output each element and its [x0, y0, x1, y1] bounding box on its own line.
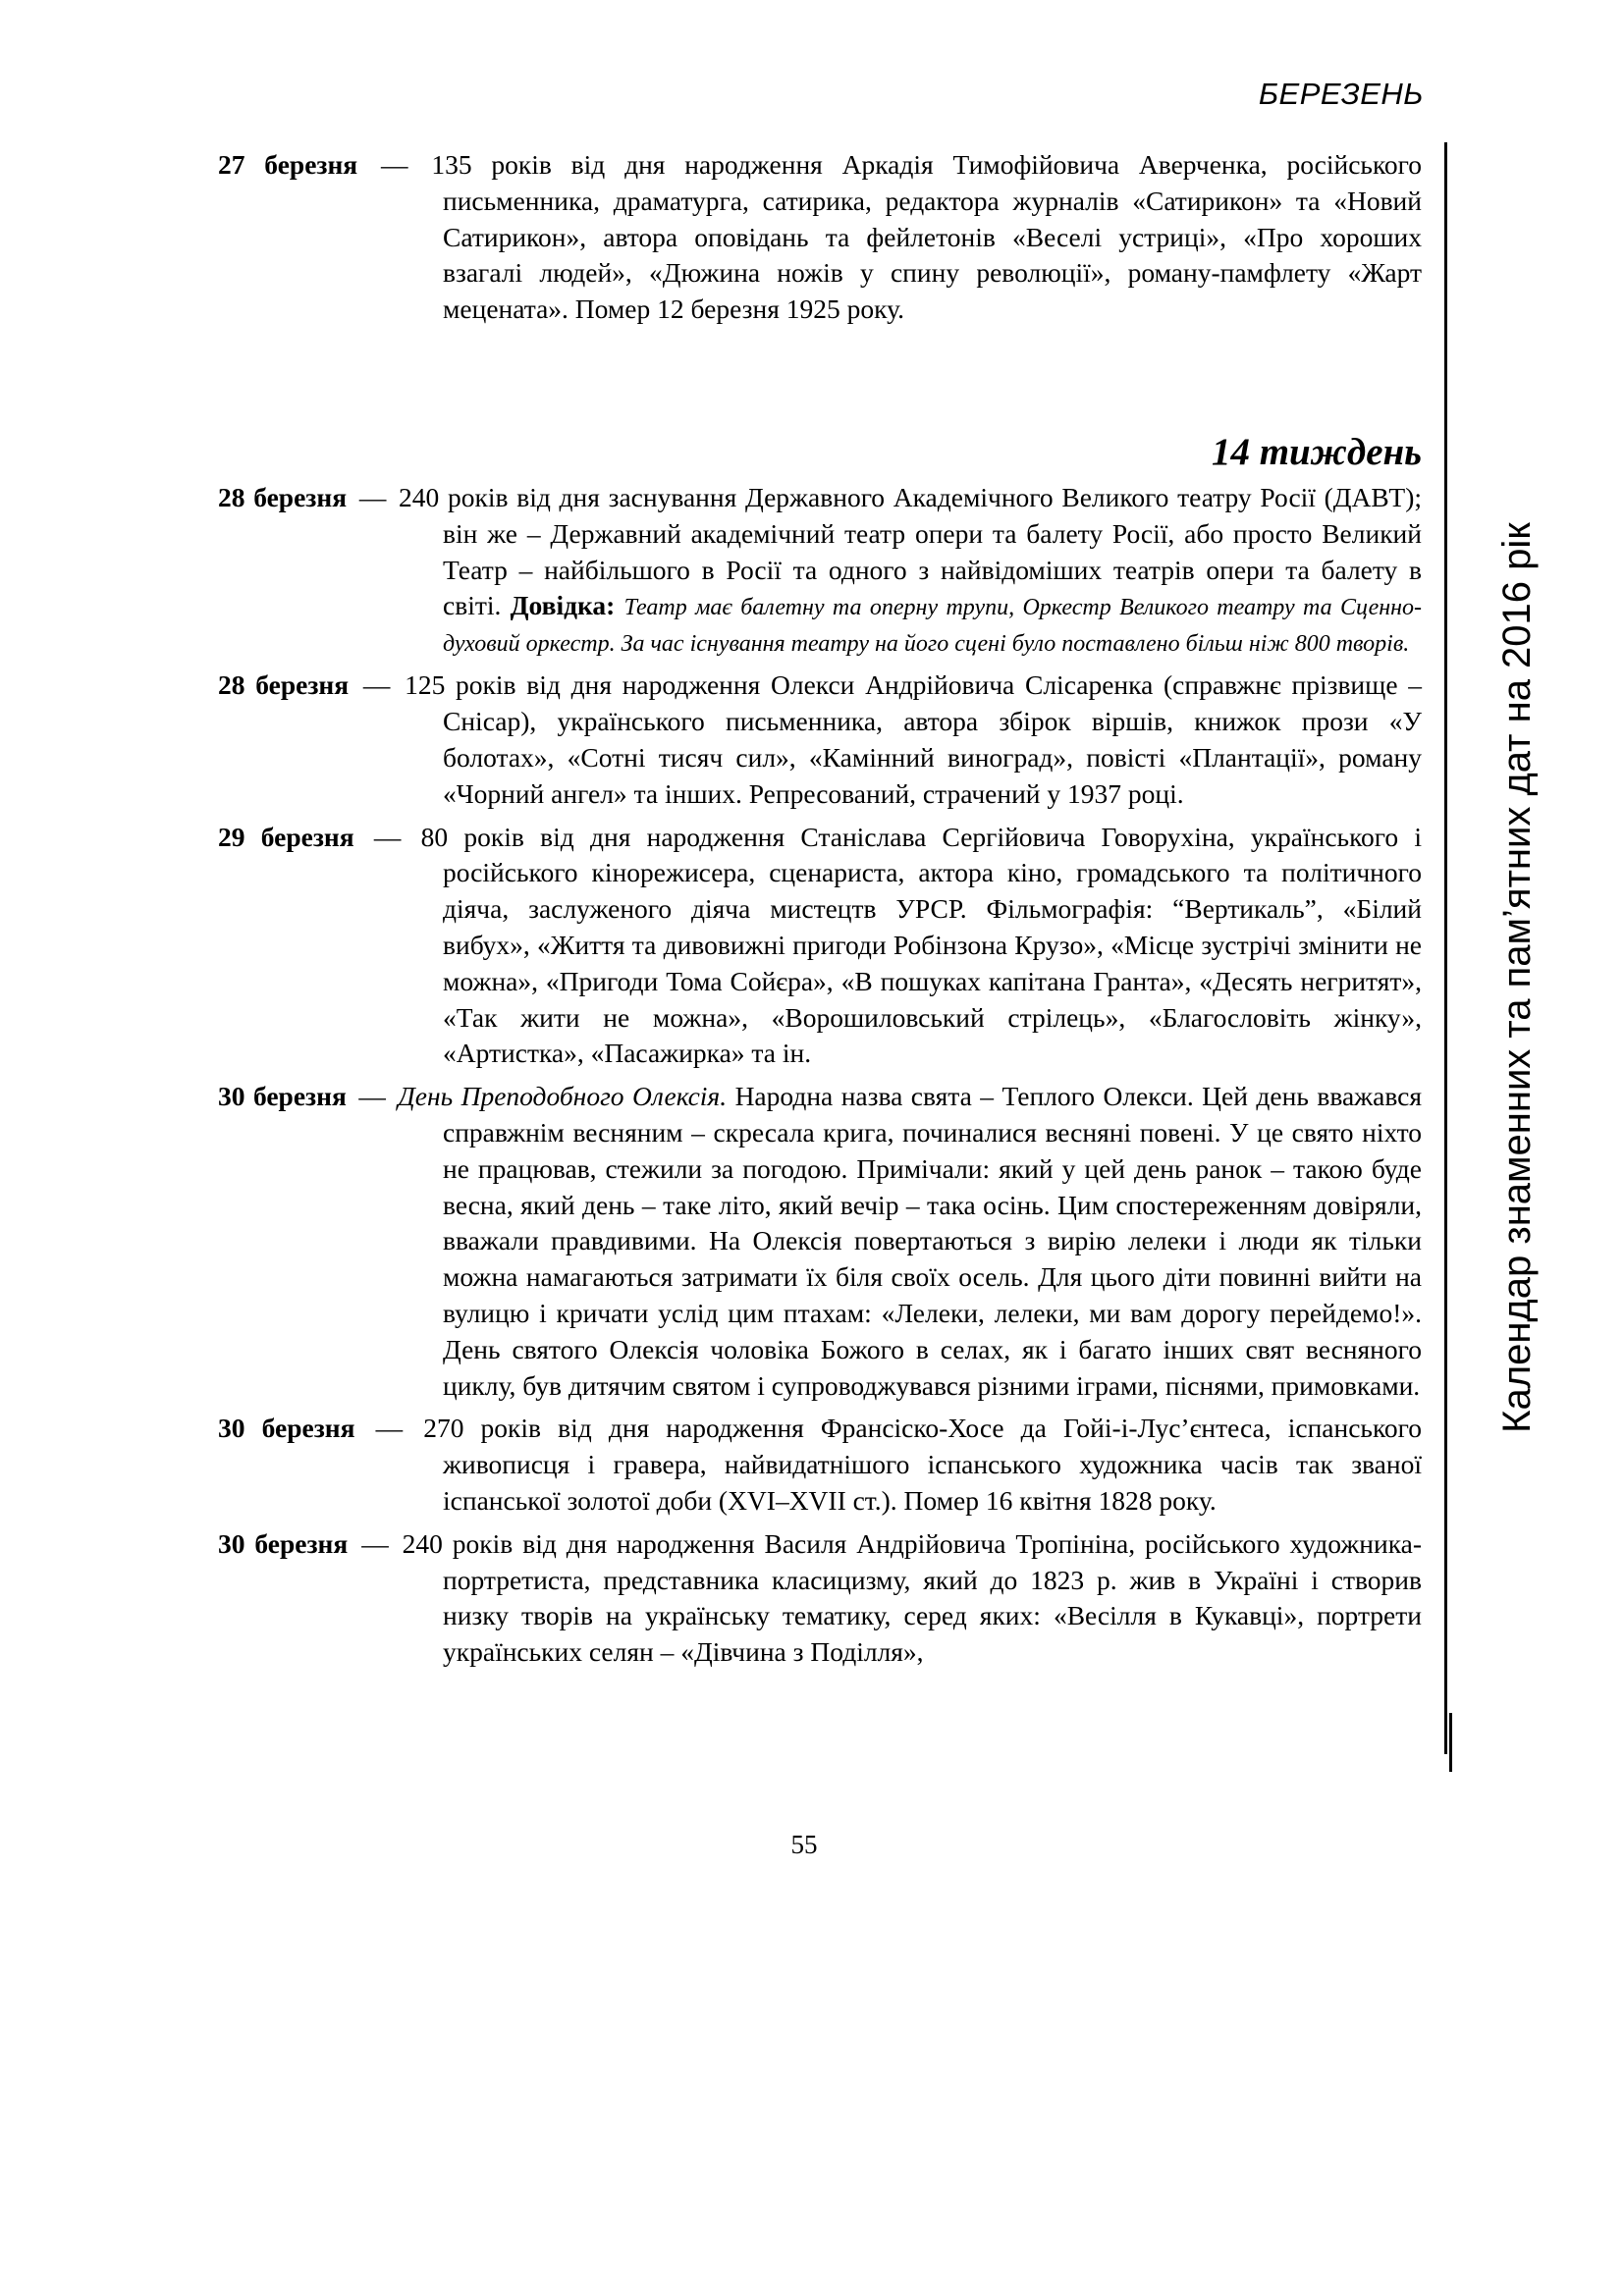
calendar-entry [218, 1411, 1422, 1519]
entry-date: 30 березня [218, 1527, 349, 1559]
entry-date: 27 березня [218, 149, 358, 180]
entry-dash: — [358, 481, 387, 512]
entry-dash: — [358, 1081, 386, 1112]
note-label: Довідка: [510, 590, 616, 621]
entry-dash: — [381, 149, 408, 180]
week-title: 14 тиждень [1211, 430, 1422, 473]
entry-dash: — [362, 669, 391, 701]
holiday-name: День Преподобного Олексія. [398, 1081, 728, 1112]
calendar-entry [218, 480, 1422, 661]
calendar-entry [218, 1079, 1422, 1404]
page-number: 55 [790, 1830, 818, 1859]
entry-text: Народна назва свята – Теплого Олекси. Цей день вважався справжнім весняним – скресала крига, починалися весняні повені. У це свято ніхто не працював, стежили за погодою. Примічали: який у цей день ранок – такою буде весна, який день – таке літо, який вечір – така осінь. Цим спостереженням довіряли, вважали правдивими. На Олексія повертаються з вирію лелеки і люди як тільки можна намагаються затримати їх біля своїх осель. Для цього діти повинні вийти на вулицю і кричати услід цим птахам: «Лелеки, лелеки, ми вам дорогу перейдемо!». День святого Олексія чоловіка Божого в селах, як і багато інших свят весняного циклу, був дитячим святом і супроводжувався різними іграми, піснями, примовками. [443, 1081, 1423, 1401]
entry-date: 28 березня [218, 669, 350, 701]
side-calendar-title: Календар знаменних та пам’ятних дат на 2016 рік [1495, 522, 1539, 1433]
entry-text: 270 років від дня народження Франсіско-Хосе да Гойі-і-Лус’єнтеса, іспанського живописця і гравера, найвидатнішого іспанського художника часів так званої іспанської золотої доби (XVI–XVII ст.). Помер 16 квітня 1828 року. [423, 1413, 1423, 1516]
side-vertical-rule [1444, 142, 1447, 1754]
entry-date: 28 березня [218, 481, 348, 512]
entry-date: 29 березня [218, 821, 354, 852]
entry-text: 135 років від дня народження Аркадія Тимофійовича Аверченка, російського письменника, драматурга, сатирика, редактора журналів «Сатирикон» та «Новий Сатирикон», автора оповідань та фейлетонів «Веселі устриці», «Про хороших взагалі людей», «Дюжина ножів у спину революції», роману-памфлету «Жарт мецената». Помер 12 березня 1925 року. [431, 149, 1423, 325]
side-vertical-rule-lower [1449, 1713, 1452, 1772]
entry-text: 125 років від дня народження Олекси Андрійовича Слісаренка (справжнє прізвище – Снісар), українського письменника, автора збірок віршів, книжок прози «У болотах», «Сотні тисяч сил», «Камінний виноград», повісті «Плантації», роману «Чорний ангел» та інших. Репресований, страчений у 1937 році. [405, 669, 1423, 809]
entry-dash: — [373, 821, 402, 852]
month-header: БЕРЕЗЕНЬ [1258, 77, 1424, 111]
entry-date: 30 березня [218, 1081, 347, 1112]
calendar-entry [218, 820, 1422, 1073]
calendar-entry [218, 1526, 1422, 1671]
entry-text: 240 років від дня народження Василя Андрійовича Тропініна, російського художника-портретиста, представника класицизму, який до 1823 р. жив в Україні і створив низку творів на українську тематику, серед яких: «Весілля в Кукавці», портрети українських селян – «Дівчина з Поділля», [402, 1527, 1423, 1668]
entry-text: 240 років від дня заснування Державного Академічного Великого театру Росії (ДАВТ); він же – Державний академічний театр опери та балету Росії, або просто Великий Театр – найбільшого в Росії та одного з найвідоміших театрів опери та балету в світі. [399, 481, 1422, 621]
entry-note: Театр має балетну та оперну трупи, Оркестр Великого театру та Сценно-духовий оркестр. За час існування театру на його сцені було поставлено більш ніж 800 творів. [443, 595, 1423, 658]
entry-date: 30 березня [218, 1413, 355, 1444]
entry-dash: — [375, 1413, 404, 1444]
calendar-entry [218, 667, 1422, 812]
entry-dash: — [361, 1527, 389, 1559]
page-content [218, 147, 1422, 1671]
entry-text: 80 років від дня народження Станіслава Сергійовича Говорухіна, українського і російського кінорежисера, сценариста, актора кіно, громадського та політичного діяча, заслуженого діяча мистецтв УРСР. Фільмографія: “Вертикаль”, «Білий вибух», «Життя та дивовижні пригоди Робінзона Крузо», «Місце зустрічі змінити не можна», «Пригоди Тома Сойєра», «В пошуках капітана Гранта», «Десять негритят», «Так жити не можна», «Ворошиловський стрілець», «Благословіть жінку», «Артистка», «Пасажирка» та ін. [420, 821, 1423, 1069]
calendar-entry [218, 147, 1422, 328]
